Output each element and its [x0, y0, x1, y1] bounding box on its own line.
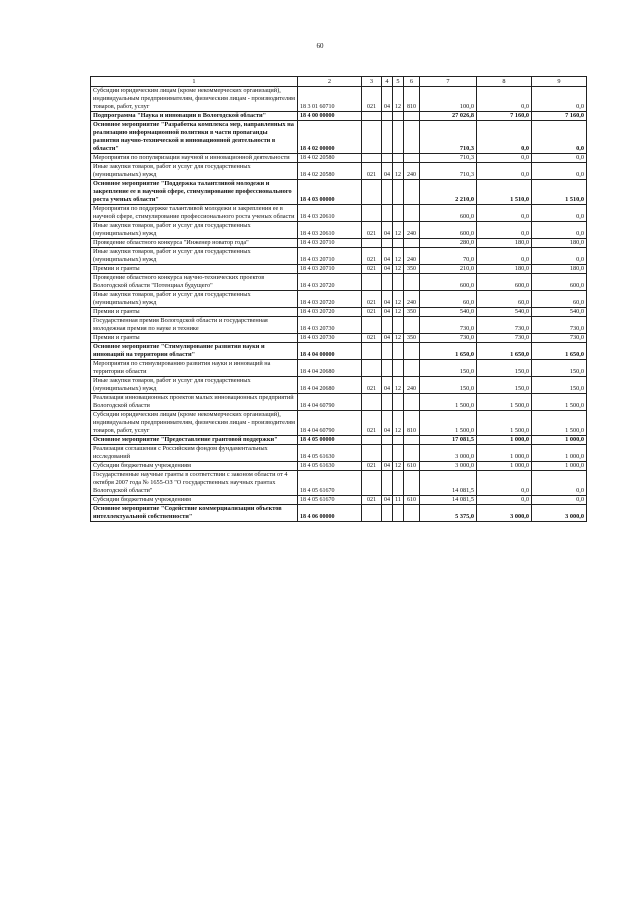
row-amount-col8: 0,0: [477, 121, 532, 154]
row-expense-type: 810: [404, 87, 420, 112]
row-section-code: [382, 394, 393, 411]
table-row: [91, 154, 587, 163]
row-amount-col7: 14 081,5: [420, 471, 477, 496]
row-expense-type: 350: [404, 308, 420, 317]
row-name: Основное мероприятие "Стимулирование развития науки и инноваций на территории области": [91, 343, 298, 360]
table-row: [91, 308, 587, 317]
row-name: Иные закупки товаров, работ и услуг для государственных (муниципальных) нужд: [91, 248, 298, 265]
row-ministry-code: 021: [362, 163, 382, 180]
row-amount-col7: 5 375,0: [420, 505, 477, 522]
row-expense-type: 240: [404, 163, 420, 180]
row-name: Государственная премия Вологодской области и государственная молодежная премия по науке и технике: [91, 317, 298, 334]
row-name: Иные закупки товаров, работ и услуг для государственных (муниципальных) нужд: [91, 222, 298, 239]
row-subsection-code: 12: [393, 377, 404, 394]
row-amount-col7: 150,0: [420, 360, 477, 377]
table-row: [91, 180, 587, 205]
row-section-code: [382, 121, 393, 154]
row-expense-type: 350: [404, 265, 420, 274]
row-amount-col7: 710,3: [420, 121, 477, 154]
row-amount-col8: 1 000,0: [477, 462, 532, 471]
row-ministry-code: [362, 360, 382, 377]
row-expense-type: [404, 445, 420, 462]
row-ministry-code: [362, 317, 382, 334]
row-code: 18 4 05 00000: [298, 436, 362, 445]
row-name: Проведение областного конкурса научно-технических проектов Вологодской области "Потенциал будущего": [91, 274, 298, 291]
row-subsection-code: [393, 471, 404, 496]
table-row: [91, 317, 587, 334]
row-amount-col7: 14 081,5: [420, 496, 477, 505]
row-code: 18 4 03 20610: [298, 205, 362, 222]
table-row: [91, 112, 587, 121]
row-amount-col9: 0,0: [532, 87, 587, 112]
row-expense-type: [404, 505, 420, 522]
row-ministry-code: 021: [362, 87, 382, 112]
row-amount-col7: 150,0: [420, 377, 477, 394]
col-header: 7: [420, 77, 477, 87]
table-row: [91, 394, 587, 411]
row-expense-type: 240: [404, 377, 420, 394]
row-expense-type: 610: [404, 496, 420, 505]
table-row: [91, 343, 587, 360]
row-name: Премии и гранты: [91, 265, 298, 274]
row-amount-col9: 600,0: [532, 274, 587, 291]
row-amount-col8: 0,0: [477, 87, 532, 112]
row-amount-col7: 540,0: [420, 308, 477, 317]
table-row: [91, 163, 587, 180]
row-section-code: 04: [382, 308, 393, 317]
table-row: [91, 471, 587, 496]
row-amount-col8: 7 160,0: [477, 112, 532, 121]
col-header: 4: [382, 77, 393, 87]
page-number: 60: [316, 42, 324, 50]
row-name: Государственные научные гранты в соответствии с законом области от 4 октября 2007 года № 1655-ОЗ "О государственных научных грантах Вологодской области": [91, 471, 298, 496]
row-subsection-code: [393, 317, 404, 334]
row-amount-col7: 600,0: [420, 205, 477, 222]
row-subsection-code: 12: [393, 462, 404, 471]
row-amount-col9: 150,0: [532, 360, 587, 377]
row-section-code: 04: [382, 87, 393, 112]
row-amount-col7: 60,0: [420, 291, 477, 308]
table-row: [91, 205, 587, 222]
row-amount-col7: 280,0: [420, 239, 477, 248]
row-ministry-code: 021: [362, 496, 382, 505]
row-section-code: [382, 436, 393, 445]
row-name: Иные закупки товаров, работ и услуг для государственных (муниципальных) нужд: [91, 291, 298, 308]
row-ministry-code: [362, 505, 382, 522]
row-amount-col9: 60,0: [532, 291, 587, 308]
table-row: [91, 360, 587, 377]
row-amount-col9: 540,0: [532, 308, 587, 317]
row-expense-type: [404, 154, 420, 163]
col-header: 9: [532, 77, 587, 87]
table-row: [91, 291, 587, 308]
col-header: 8: [477, 77, 532, 87]
row-code: 18 4 04 00000: [298, 343, 362, 360]
row-amount-col7: 27 026,8: [420, 112, 477, 121]
row-amount-col8: 1 000,0: [477, 445, 532, 462]
row-expense-type: [404, 274, 420, 291]
row-name: Мероприятия по стимулированию развития науки и инноваций на территории области: [91, 360, 298, 377]
row-code: 18 4 02 20580: [298, 163, 362, 180]
row-amount-col7: 710,3: [420, 154, 477, 163]
row-amount-col8: 3 000,0: [477, 505, 532, 522]
row-amount-col8: 730,0: [477, 334, 532, 343]
row-section-code: [382, 360, 393, 377]
row-code: 18 4 00 00000: [298, 112, 362, 121]
row-code: 18 4 05 61630: [298, 462, 362, 471]
row-ministry-code: [362, 436, 382, 445]
table-row: [91, 239, 587, 248]
row-code: 18 4 03 00000: [298, 180, 362, 205]
row-section-code: [382, 274, 393, 291]
row-amount-col8: 0,0: [477, 471, 532, 496]
row-subsection-code: 12: [393, 163, 404, 180]
row-subsection-code: [393, 360, 404, 377]
row-section-code: 04: [382, 163, 393, 180]
row-code: 18 4 05 61630: [298, 445, 362, 462]
row-amount-col7: 3 000,0: [420, 462, 477, 471]
row-code: 18 4 03 20730: [298, 317, 362, 334]
row-expense-type: [404, 180, 420, 205]
row-amount-col9: 0,0: [532, 248, 587, 265]
row-amount-col7: 1 650,0: [420, 343, 477, 360]
row-expense-type: [404, 317, 420, 334]
row-amount-col8: 1 500,0: [477, 394, 532, 411]
row-subsection-code: 12: [393, 87, 404, 112]
row-section-code: [382, 317, 393, 334]
row-amount-col8: 1 510,0: [477, 180, 532, 205]
row-code: 18 4 05 61670: [298, 471, 362, 496]
row-ministry-code: [362, 180, 382, 205]
row-code: 18 4 03 20720: [298, 274, 362, 291]
row-subsection-code: [393, 205, 404, 222]
row-amount-col8: 600,0: [477, 274, 532, 291]
row-amount-col9: 180,0: [532, 265, 587, 274]
row-code: 18 3 01 60710: [298, 87, 362, 112]
row-name: Субсидии юридическим лицам (кроме некоммерческих организаций), индивидуальным предпринимателям, физическим лицам - производителям товаров, работ, услуг: [91, 87, 298, 112]
table-row: [91, 87, 587, 112]
row-ministry-code: [362, 394, 382, 411]
row-name: Иные закупки товаров, работ и услуг для государственных (муниципальных) нужд: [91, 377, 298, 394]
table-row: [91, 248, 587, 265]
table-row: [91, 496, 587, 505]
row-code: 18 4 03 20720: [298, 308, 362, 317]
row-amount-col9: 0,0: [532, 205, 587, 222]
row-expense-type: 240: [404, 222, 420, 239]
row-amount-col9: 0,0: [532, 222, 587, 239]
row-amount-col7: 70,0: [420, 248, 477, 265]
row-expense-type: [404, 239, 420, 248]
row-amount-col9: 180,0: [532, 239, 587, 248]
row-section-code: 04: [382, 496, 393, 505]
row-name: Мероприятия по поддержке талантливой молодежи и закрепления ее в научной сфере, стимулирование профессионального роста ученых области: [91, 205, 298, 222]
row-amount-col8: 180,0: [477, 239, 532, 248]
row-expense-type: [404, 436, 420, 445]
row-code: 18 4 03 20730: [298, 334, 362, 343]
row-amount-col7: 17 081,5: [420, 436, 477, 445]
row-amount-col8: 0,0: [477, 248, 532, 265]
row-subsection-code: 11: [393, 496, 404, 505]
row-ministry-code: 021: [362, 377, 382, 394]
row-subsection-code: [393, 180, 404, 205]
row-amount-col9: 1 650,0: [532, 343, 587, 360]
row-subsection-code: [393, 154, 404, 163]
row-amount-col7: 730,0: [420, 317, 477, 334]
row-amount-col8: 1 650,0: [477, 343, 532, 360]
row-amount-col9: 1 510,0: [532, 180, 587, 205]
row-expense-type: 350: [404, 334, 420, 343]
row-ministry-code: [362, 274, 382, 291]
row-subsection-code: 12: [393, 308, 404, 317]
table-row: [91, 411, 587, 436]
row-amount-col7: 1 500,0: [420, 394, 477, 411]
row-amount-col8: 1 000,0: [477, 436, 532, 445]
row-name: Реализация соглашения с Российским фондом фундаментальных исследований: [91, 445, 298, 462]
row-amount-col9: 0,0: [532, 163, 587, 180]
row-ministry-code: 021: [362, 308, 382, 317]
row-expense-type: [404, 205, 420, 222]
row-subsection-code: 12: [393, 411, 404, 436]
row-section-code: 04: [382, 377, 393, 394]
row-expense-type: [404, 112, 420, 121]
table-row: [91, 505, 587, 522]
row-code: 18 4 02 00000: [298, 121, 362, 154]
row-subsection-code: [393, 394, 404, 411]
row-name: Премии и гранты: [91, 308, 298, 317]
table-row: [91, 334, 587, 343]
table-row: [91, 121, 587, 154]
row-expense-type: 610: [404, 462, 420, 471]
row-name: Субсидии бюджетным учреждениям: [91, 496, 298, 505]
row-amount-col8: 150,0: [477, 360, 532, 377]
row-amount-col7: 710,3: [420, 163, 477, 180]
row-section-code: 04: [382, 222, 393, 239]
row-amount-col7: 600,0: [420, 274, 477, 291]
table-row: [91, 265, 587, 274]
header-row: [91, 77, 587, 87]
row-subsection-code: [393, 112, 404, 121]
row-name: Основное мероприятие "Предоставление грантовой поддержки": [91, 436, 298, 445]
row-ministry-code: [362, 445, 382, 462]
row-code: 18 4 04 20680: [298, 377, 362, 394]
row-code: 18 4 05 61670: [298, 496, 362, 505]
table-row: [91, 436, 587, 445]
row-subsection-code: [393, 505, 404, 522]
row-section-code: [382, 471, 393, 496]
row-amount-col9: 1 000,0: [532, 436, 587, 445]
row-ministry-code: 021: [362, 222, 382, 239]
row-name: Мероприятия по популяризации научной и инновационной деятельности: [91, 154, 298, 163]
row-amount-col7: 600,0: [420, 222, 477, 239]
row-ministry-code: [362, 239, 382, 248]
row-section-code: [382, 343, 393, 360]
row-section-code: 04: [382, 411, 393, 436]
row-amount-col9: 1 000,0: [532, 462, 587, 471]
row-expense-type: [404, 394, 420, 411]
row-amount-col8: 0,0: [477, 222, 532, 239]
row-name: Основное мероприятие "Содействие коммерциализации объектов интеллектуальной собственности": [91, 505, 298, 522]
col-header: 2: [298, 77, 362, 87]
row-expense-type: 240: [404, 248, 420, 265]
row-name: Подпрограмма "Наука и инновации в Вологодской области": [91, 112, 298, 121]
row-subsection-code: [393, 274, 404, 291]
row-section-code: [382, 239, 393, 248]
row-amount-col9: 1 500,0: [532, 394, 587, 411]
row-amount-col8: 180,0: [477, 265, 532, 274]
row-amount-col8: 60,0: [477, 291, 532, 308]
row-section-code: 04: [382, 334, 393, 343]
row-ministry-code: 021: [362, 291, 382, 308]
row-name: Основное мероприятие "Поддержка талантливой молодежи и закрепление ее в научной сфере, стимулирование профессионального роста ученых области": [91, 180, 298, 205]
table-row: [91, 377, 587, 394]
row-code: 18 4 03 20710: [298, 239, 362, 248]
table-row: [91, 462, 587, 471]
row-amount-col7: 210,0: [420, 265, 477, 274]
row-name: Проведение областного конкурса "Инженер новатор года": [91, 239, 298, 248]
row-amount-col9: 0,0: [532, 121, 587, 154]
col-header: 6: [404, 77, 420, 87]
row-code: 18 4 04 20680: [298, 360, 362, 377]
row-ministry-code: [362, 154, 382, 163]
row-ministry-code: [362, 112, 382, 121]
row-section-code: 04: [382, 291, 393, 308]
row-section-code: 04: [382, 265, 393, 274]
row-ministry-code: [362, 205, 382, 222]
col-header: 3: [362, 77, 382, 87]
row-amount-col8: 0,0: [477, 205, 532, 222]
row-code: 18 4 04 60790: [298, 394, 362, 411]
row-section-code: [382, 180, 393, 205]
row-amount-col9: 1 000,0: [532, 445, 587, 462]
row-amount-col8: 0,0: [477, 496, 532, 505]
row-ministry-code: [362, 121, 382, 154]
row-subsection-code: 12: [393, 265, 404, 274]
row-amount-col7: 3 000,0: [420, 445, 477, 462]
row-ministry-code: [362, 471, 382, 496]
row-ministry-code: 021: [362, 462, 382, 471]
row-name: Реализация инновационных проектов малых инновационных предприятий Вологодской области: [91, 394, 298, 411]
row-amount-col8: 0,0: [477, 154, 532, 163]
row-name: Премии и гранты: [91, 334, 298, 343]
row-subsection-code: 12: [393, 222, 404, 239]
row-subsection-code: [393, 121, 404, 154]
row-subsection-code: 12: [393, 291, 404, 308]
table-row: [91, 445, 587, 462]
row-ministry-code: 021: [362, 411, 382, 436]
table-body: [91, 87, 587, 522]
row-expense-type: [404, 121, 420, 154]
row-code: 18 4 03 20710: [298, 248, 362, 265]
row-amount-col7: 2 210,0: [420, 180, 477, 205]
row-ministry-code: 021: [362, 248, 382, 265]
row-section-code: [382, 112, 393, 121]
row-expense-type: 240: [404, 291, 420, 308]
row-amount-col9: 730,0: [532, 334, 587, 343]
row-subsection-code: [393, 343, 404, 360]
row-name: Основное мероприятие "Разработка комплекса мер, направленных на реализацию информационной политики в части пропаганды развития научно-технической и инновационной деятельности в области": [91, 121, 298, 154]
row-section-code: 04: [382, 248, 393, 265]
row-subsection-code: [393, 445, 404, 462]
row-code: 18 4 03 20610: [298, 222, 362, 239]
row-section-code: 04: [382, 462, 393, 471]
row-expense-type: [404, 471, 420, 496]
col-header: 1: [91, 77, 298, 87]
row-name: Субсидии бюджетным учреждениям: [91, 462, 298, 471]
row-amount-col7: 1 500,0: [420, 411, 477, 436]
row-code: 18 4 04 60790: [298, 411, 362, 436]
row-section-code: [382, 445, 393, 462]
table-row: [91, 274, 587, 291]
row-amount-col9: 0,0: [532, 496, 587, 505]
row-amount-col9: 0,0: [532, 471, 587, 496]
row-code: 18 4 02 20580: [298, 154, 362, 163]
row-amount-col8: 1 500,0: [477, 411, 532, 436]
row-subsection-code: 12: [393, 334, 404, 343]
row-amount-col9: 730,0: [532, 317, 587, 334]
row-code: 18 4 03 20720: [298, 291, 362, 308]
table-row: [91, 222, 587, 239]
row-amount-col9: 150,0: [532, 377, 587, 394]
row-amount-col8: 150,0: [477, 377, 532, 394]
row-section-code: [382, 205, 393, 222]
row-amount-col8: 0,0: [477, 163, 532, 180]
col-header: 5: [393, 77, 404, 87]
row-amount-col9: 0,0: [532, 154, 587, 163]
row-code: 18 4 06 00000: [298, 505, 362, 522]
row-expense-type: [404, 343, 420, 360]
row-amount-col8: 540,0: [477, 308, 532, 317]
row-amount-col7: 100,0: [420, 87, 477, 112]
row-name: Субсидии юридическим лицам (кроме некоммерческих организаций), индивидуальным предпринимателям, физическим лицам - производителям товаров, работ, услуг: [91, 411, 298, 436]
row-code: 18 4 03 20710: [298, 265, 362, 274]
row-ministry-code: [362, 343, 382, 360]
row-amount-col7: 730,0: [420, 334, 477, 343]
row-expense-type: 810: [404, 411, 420, 436]
budget-table: [90, 76, 587, 522]
row-subsection-code: [393, 239, 404, 248]
row-amount-col8: 730,0: [477, 317, 532, 334]
row-subsection-code: 12: [393, 248, 404, 265]
row-section-code: [382, 154, 393, 163]
row-amount-col9: 1 500,0: [532, 411, 587, 436]
row-section-code: [382, 505, 393, 522]
row-name: Иные закупки товаров, работ и услуг для государственных (муниципальных) нужд: [91, 163, 298, 180]
row-amount-col9: 7 160,0: [532, 112, 587, 121]
row-ministry-code: 021: [362, 265, 382, 274]
row-ministry-code: 021: [362, 334, 382, 343]
row-expense-type: [404, 360, 420, 377]
row-amount-col9: 3 000,0: [532, 505, 587, 522]
row-subsection-code: [393, 436, 404, 445]
